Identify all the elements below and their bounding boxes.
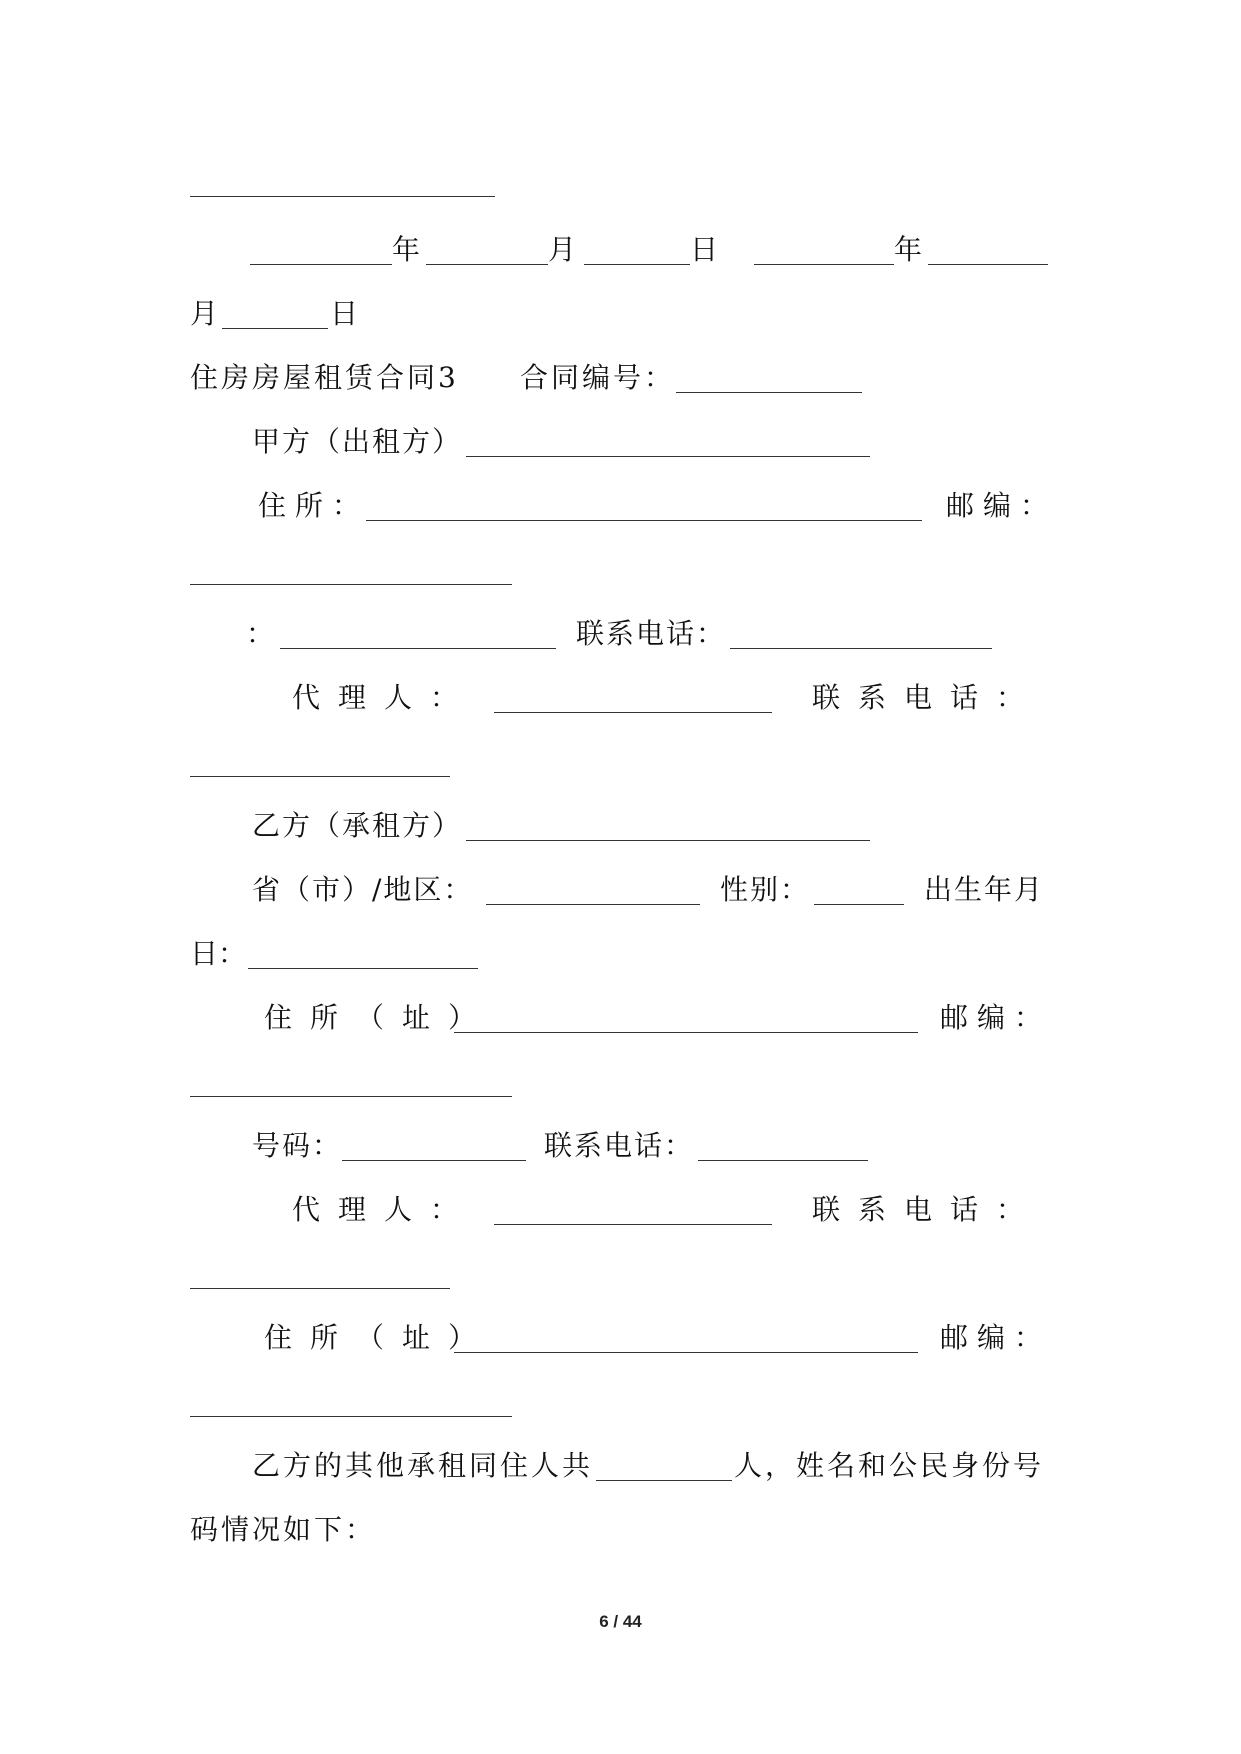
lessor-agent-label: 代理人： — [292, 681, 477, 714]
blank-line[interactable] — [250, 264, 392, 265]
agent-address-label: 住所（址） — [264, 1321, 495, 1354]
lessee-agent-phone-label: 联系电话： — [812, 1193, 1043, 1226]
lessee-postcode-label: 邮编： — [940, 1001, 1052, 1034]
date-day-2: 日 — [330, 297, 359, 330]
cotenant-text-b: 人，姓名和公民身份号 — [734, 1449, 1045, 1482]
cotenant-text-a: 乙方的其他承租同住人共 — [252, 1449, 594, 1482]
birth-label-a: 出生年月 — [924, 873, 1045, 906]
lessor-agent-field[interactable] — [494, 712, 772, 713]
date-day-1: 日 — [690, 233, 719, 266]
cotenant-count-field[interactable] — [596, 1480, 732, 1481]
lessor-phone-field[interactable] — [730, 648, 992, 649]
blank-line[interactable] — [280, 648, 556, 649]
lessee-phone-label: 联系电话： — [544, 1129, 695, 1162]
gender-field[interactable] — [814, 904, 904, 905]
lessor-address-label: 住所： — [258, 489, 370, 522]
lessor-agent-phone-label: 联系电话： — [812, 681, 1043, 714]
contract-title: 住房房屋租赁合同3 — [190, 361, 459, 394]
province-field[interactable] — [486, 904, 700, 905]
blank-line[interactable] — [928, 264, 1048, 265]
lessor-address-field[interactable] — [366, 520, 922, 521]
agent-postcode-label: 邮编： — [940, 1321, 1052, 1354]
lessor-label: 甲方（出租方） — [252, 425, 463, 458]
lessee-address-label: 住所（址） — [264, 1001, 495, 1034]
blank-line[interactable] — [222, 328, 328, 329]
gender-label: 性别： — [720, 873, 811, 906]
birth-field[interactable] — [248, 968, 478, 969]
colon-label: ： — [246, 617, 275, 650]
number-label: 号码： — [252, 1129, 343, 1162]
number-field[interactable] — [342, 1160, 526, 1161]
date-year-2: 年 — [894, 233, 923, 266]
agent-address-field[interactable] — [454, 1352, 918, 1353]
date-year-1: 年 — [392, 233, 421, 266]
agent-postcode-field[interactable] — [190, 1416, 512, 1417]
lessee-field[interactable] — [466, 840, 870, 841]
contract-no-label: 合同编号： — [520, 361, 676, 394]
lessee-address-field[interactable] — [454, 1032, 918, 1033]
date-month-2: 月 — [190, 297, 219, 330]
lessee-agent-phone-field[interactable] — [190, 1288, 450, 1289]
page-number: 6 / 44 — [599, 1612, 642, 1631]
lessor-postcode-field[interactable] — [190, 584, 512, 585]
contract-no-field[interactable] — [676, 392, 862, 393]
date-month-1: 月 — [548, 233, 577, 266]
lessee-agent-field[interactable] — [494, 1224, 772, 1225]
cotenant-text-c: 码情况如下： — [190, 1513, 377, 1546]
lessee-label: 乙方（承租方） — [252, 809, 463, 842]
province-label: 省（市）/地区： — [252, 873, 474, 906]
lessee-phone-field[interactable] — [698, 1160, 868, 1161]
blank-line[interactable] — [754, 264, 894, 265]
birth-label-b: 日： — [190, 937, 247, 970]
blank-line[interactable] — [190, 196, 495, 197]
lessor-phone-label: 联系电话： — [576, 617, 727, 650]
lessor-agent-phone-field[interactable] — [190, 776, 450, 777]
lessee-agent-label: 代理人： — [292, 1193, 477, 1226]
lessor-postcode-label: 邮编： — [946, 489, 1058, 522]
lessee-postcode-field[interactable] — [190, 1096, 512, 1097]
blank-line[interactable] — [426, 264, 548, 265]
lessor-field[interactable] — [466, 456, 870, 457]
blank-line[interactable] — [584, 264, 690, 265]
